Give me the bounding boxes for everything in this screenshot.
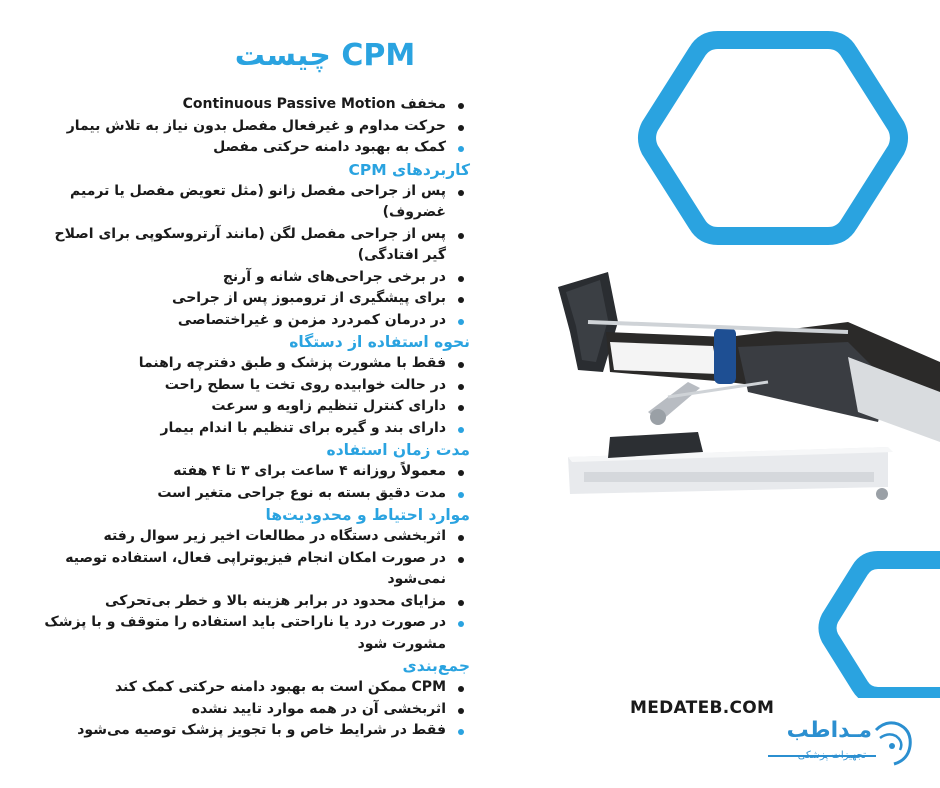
list-item: فقط در شرایط خاص و با تجویز پزشک توصیه می‌شود	[40, 720, 472, 742]
list-item: دارای کنترل تنظیم زاویه و سرعت	[40, 396, 472, 418]
bullet-icon	[458, 708, 464, 714]
bullet-icon	[458, 233, 464, 239]
bullet-icon	[458, 535, 464, 541]
bullet-icon	[458, 470, 464, 476]
bullet-icon	[458, 319, 464, 325]
bullet-icon	[458, 492, 464, 498]
bullet-icon	[458, 190, 464, 196]
list-item: حرکت مداوم و غیرفعال مفصل بدون نیاز به تلاش بیمار	[40, 116, 472, 138]
list-item: فقط با مشورت پزشک و طبق دفترچه راهنما	[40, 353, 472, 375]
list-item: CPM ممکن است به بهبود دامنه حرکتی کمک کند	[40, 677, 472, 699]
summary-list	[40, 677, 472, 742]
section-heading-summary: جمع‌بندی	[402, 657, 470, 675]
content-column	[40, 94, 472, 742]
logo-name: مـداطب	[786, 718, 872, 743]
cpm-device-image	[548, 262, 940, 512]
list-item: دارای بند و گیره برای تنظیم با اندام بیمار	[40, 418, 472, 440]
bullet-icon	[458, 125, 464, 131]
bullet-icon	[458, 621, 464, 627]
hexagon-decoration-icon	[818, 548, 940, 698]
section-heading-uses: کاربردهای CPM	[348, 160, 470, 179]
usage-list	[40, 353, 472, 439]
hexagon-decoration-icon	[628, 18, 918, 258]
logo-subtitle: تجهیزات پزشکی	[797, 750, 866, 761]
bullet-icon	[458, 600, 464, 606]
section-heading-cautions: موارد احتیاط و محدودیت‌ها	[265, 506, 470, 524]
list-item: در درمان کمردرد مزمن و غیراختصاصی	[40, 310, 472, 332]
page-title: CPM چیست	[234, 38, 416, 73]
bullet-icon	[458, 686, 464, 692]
list-item: در صورت امکان انجام فیزیوتراپی فعال، استفاده توصیه نمی‌شود	[40, 548, 472, 591]
bullet-icon	[458, 103, 464, 109]
list-item: در صورت درد یا ناراحتی باید استفاده را متوقف و با پزشک مشورت شود	[40, 612, 472, 655]
list-item: پس از جراحی مفصل زانو (مثل تعویض مفصل یا ترمیم غضروف)	[40, 181, 472, 224]
list-item: اثربخشی آن در همه موارد تایید نشده	[40, 699, 472, 721]
list-item: در حالت خوابیده روی تخت یا سطح راحت	[40, 375, 472, 397]
cautions-list	[40, 526, 472, 655]
list-item: مخفف Continuous Passive Motion	[40, 94, 472, 116]
bullet-icon	[458, 557, 464, 563]
list-item: مزایای محدود در برابر هزینه بالا و خطر بی‌تحرکی	[40, 591, 472, 613]
section-heading-usage: نحوه استفاده از دستگاه	[289, 333, 470, 351]
bullet-icon	[458, 405, 464, 411]
bullet-icon	[458, 427, 464, 433]
bullet-icon	[458, 362, 464, 368]
list-item: برای پیشگیری از ترومبوز پس از جراحی	[40, 288, 472, 310]
uses-list	[40, 181, 472, 332]
bullet-icon	[458, 297, 464, 303]
list-item: کمک به بهبود دامنه حرکتی مفصل	[40, 137, 472, 159]
intro-list	[40, 94, 472, 159]
section-heading-duration: مدت زمان استفاده	[326, 441, 470, 459]
duration-list	[40, 461, 472, 504]
list-item: مدت دقیق بسته به نوع جراحی متغیر است	[40, 483, 472, 505]
list-item: در برخی جراحی‌های شانه و آرنج	[40, 267, 472, 289]
website-link[interactable]: MEDATEB.COM	[630, 698, 775, 718]
bullet-icon	[458, 146, 464, 152]
list-item: پس از جراحی مفصل لگن (مانند آرتروسکوپی برای اصلاح گیر افتادگی)	[40, 224, 472, 267]
bullet-icon	[458, 729, 464, 735]
brand-logo	[758, 716, 918, 776]
list-item: معمولاً روزانه ۴ ساعت برای ۳ تا ۴ هفته	[40, 461, 472, 483]
bullet-icon	[458, 384, 464, 390]
bullet-icon	[458, 276, 464, 282]
list-item: اثربخشی دستگاه در مطالعات اخیر زیر سوال رفته	[40, 526, 472, 548]
